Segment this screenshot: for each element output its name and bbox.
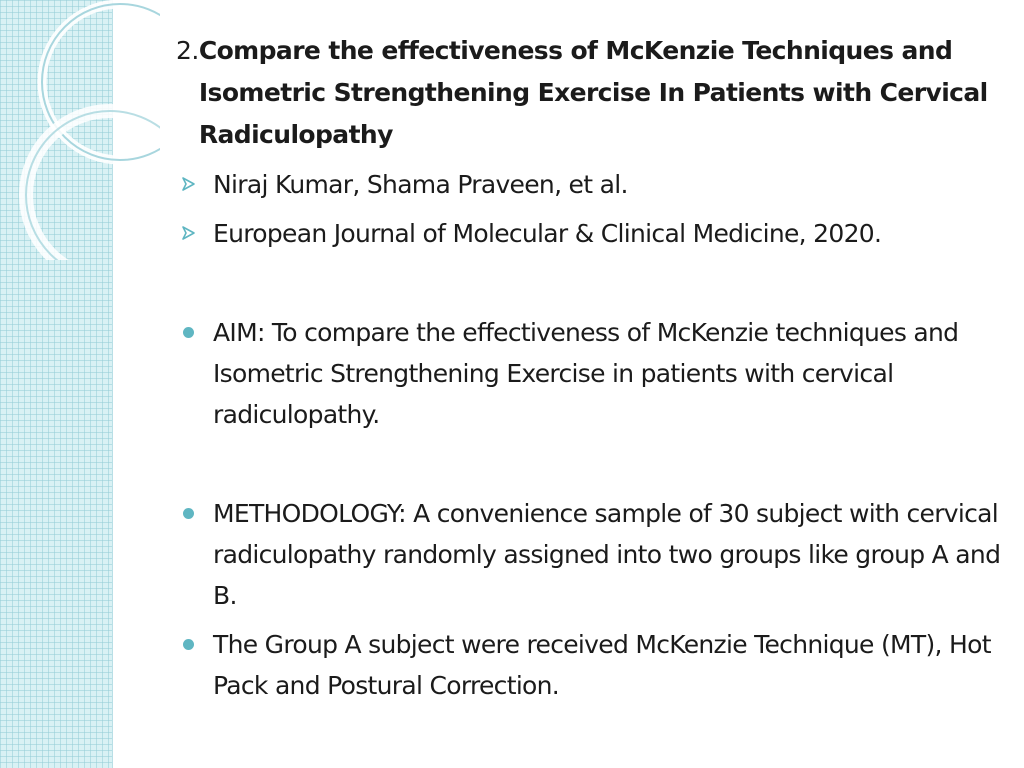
bullet-aim bbox=[176, 312, 1006, 435]
round-bullet-icon bbox=[176, 493, 213, 534]
bullet-aim-text: AIM: To compare the effectiveness of McKenzie techniques and Isometric Strengthening Exercise in patients with cervical radiculopathy. bbox=[213, 318, 959, 429]
circle-decor-icon bbox=[0, 0, 160, 260]
bullet-group-a-text: The Group A subject were received McKenzie Technique (MT), Hot Pack and Postural Correction. bbox=[213, 630, 991, 700]
side-panel bbox=[0, 0, 113, 768]
reference-authors bbox=[176, 164, 1006, 205]
slide-content bbox=[176, 30, 1006, 706]
reference-journal-text: European Journal of Molecular & Clinical Medicine, 2020. bbox=[213, 219, 882, 248]
reference-authors-text: Niraj Kumar, Shama Praveen, et al. bbox=[213, 170, 628, 199]
reference-journal bbox=[176, 213, 1006, 254]
bullet-methodology bbox=[176, 493, 1006, 616]
bullet-group-a bbox=[176, 624, 1006, 706]
round-bullet-icon bbox=[176, 312, 213, 353]
arrow-bullet-icon bbox=[176, 164, 213, 205]
bullet-methodology-text: METHODOLOGY: A convenience sample of 30 subject with cervical radiculopathy randomly assigned into two groups like group A and B. bbox=[213, 499, 1001, 610]
title-text: Compare the effectiveness of McKenzie Techniques and Isometric Strengthening Exercise In Patients with Cervical Radiculopathy bbox=[198, 36, 988, 149]
round-bullet-icon bbox=[176, 624, 213, 665]
slide-title bbox=[176, 30, 1006, 156]
title-number: 2. bbox=[176, 36, 199, 65]
arrow-bullet-icon bbox=[176, 213, 213, 254]
